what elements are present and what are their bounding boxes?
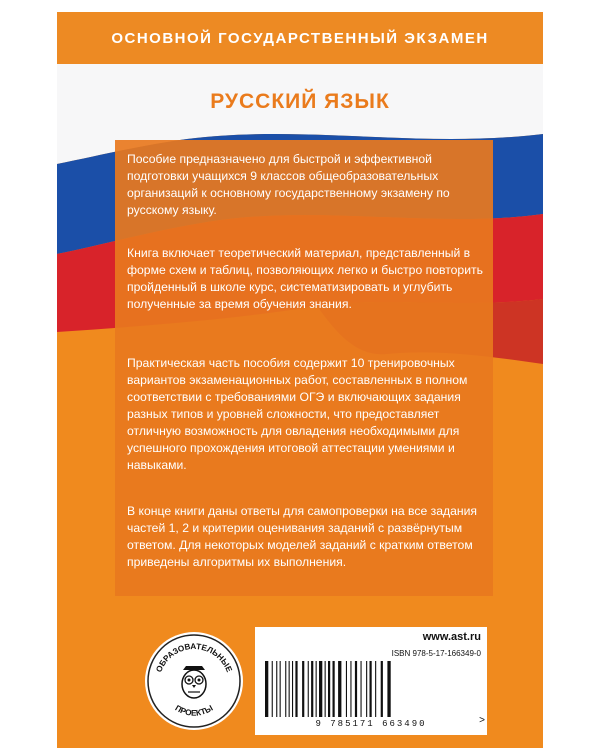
barcode-quiet-mark: > (479, 715, 485, 726)
logo-badge (145, 632, 243, 730)
book-back-cover (57, 12, 543, 748)
description-paragraph: В конце книги даны ответы для самопроверки на все задания частей 1, 2 и критерии оценивания заданий с развёрнутым ответом. Для некоторых моделей заданий с кратким ответом приведены алгоритмы их выполнения. (127, 504, 478, 569)
logo-top-text: ОБРАЗОВАТЕЛЬНЫЕ (154, 641, 234, 674)
isbn-text: ISBN 978-5-17-166349-0 (391, 649, 481, 658)
header-band (57, 12, 543, 64)
description-paragraph: Книга включает теоретический материал, представленный в форме схем и таблиц, позволяющих легко и быстро повторить пройденный в школе курс, систематизировать и углубить полученные за время обучения знания. (127, 246, 483, 311)
logo-bottom-text: ПРОЕКТЫ (173, 703, 215, 718)
publisher-website: www.ast.ru (422, 631, 481, 643)
description-paragraph: Практическая часть пособия содержит 10 тренировочных вариантов экзаменационных работ, составленных в полном соответствии с требованиями ОГЭ и включающих задания разных типов и уровней сложности, что предоставляет отличную возможность для овладения необходимыми для успешного прохождения итоговой аттестации умениями и навыками. (127, 356, 468, 472)
barcode-number: 9 785171 663490 (315, 719, 427, 729)
barcode-block (255, 627, 487, 735)
description-box (115, 140, 493, 596)
barcode-bars (261, 661, 481, 717)
description-paragraph: Пособие предназначено для быстрой и эффективной подготовки учащихся 9 классов общеобразовательных организаций к основному государственному экзамену по русскому языку. (127, 152, 450, 217)
exam-title: ОСНОВНОЙ ГОСУДАРСТВЕННЫЙ ЭКЗАМЕН (111, 29, 489, 47)
subject-title: РУССКИЙ ЯЗЫК (210, 90, 390, 113)
publisher-logo (145, 632, 243, 730)
